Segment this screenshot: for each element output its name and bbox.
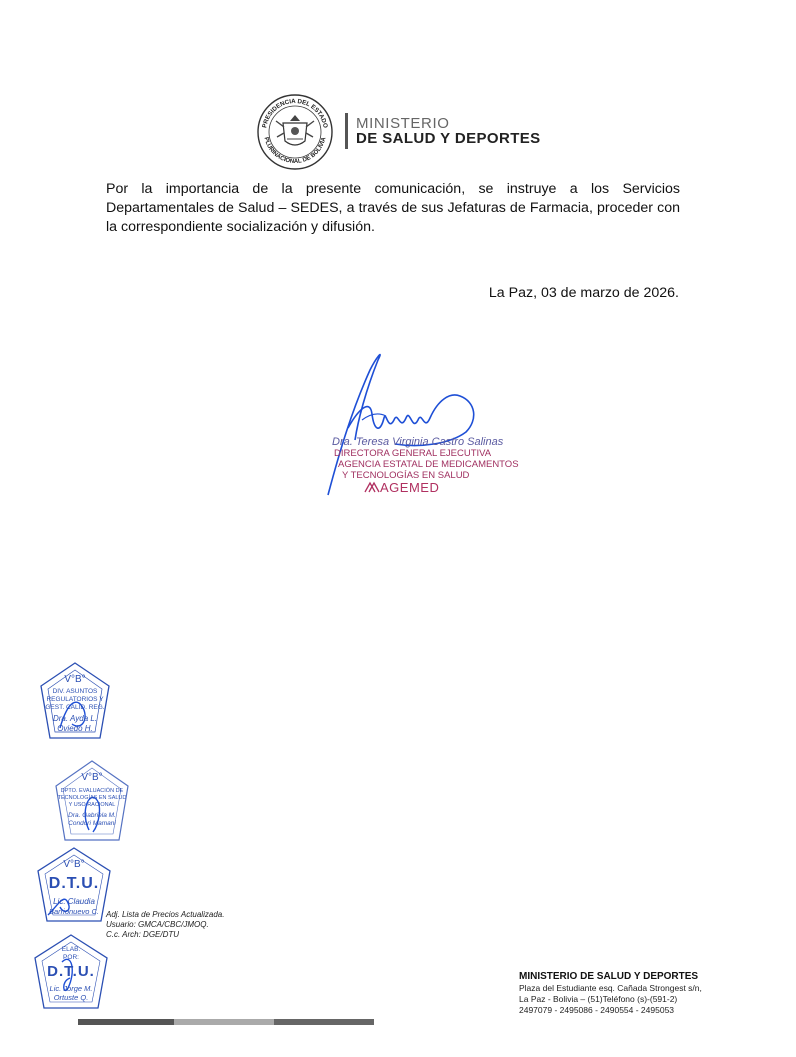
attachment-note: Adj. Lista de Precios Actualizada. bbox=[106, 910, 225, 919]
agemed-logo-icon bbox=[364, 481, 380, 493]
footer-stripe bbox=[78, 1019, 374, 1025]
stamp-header: V°B° bbox=[63, 859, 85, 870]
stamp-unit: D.T.U. bbox=[48, 875, 100, 892]
stamp-header: V°B° bbox=[64, 674, 86, 685]
signatory-title: DIRECTORA GENERAL EJECUTIVA bbox=[334, 448, 492, 459]
stamp-signer: Lic. Jorge M. bbox=[49, 984, 93, 993]
approval-stamp-2 bbox=[53, 758, 131, 844]
coat-of-arms-icon bbox=[276, 115, 314, 145]
stamp-signer: Dra. Gabriela M. bbox=[68, 812, 116, 819]
ministry-title-line1: MINISTERIO bbox=[356, 115, 450, 132]
footer-title: MINISTERIO DE SALUD Y DEPORTES bbox=[519, 971, 699, 982]
header-divider bbox=[345, 113, 348, 149]
stamp-signer-surname: Oviedo H. bbox=[57, 724, 93, 733]
stamp-line: TECNOLOGÍAS EN SALUD bbox=[57, 795, 127, 801]
stamp-line: Y USO RACIONAL bbox=[68, 802, 116, 808]
stamp-line: DIV. ASUNTOS bbox=[52, 688, 98, 695]
document-notes bbox=[106, 910, 224, 940]
stamp-signer: Lic. Claudia bbox=[53, 897, 95, 906]
stamp-unit: D.T.U. bbox=[47, 963, 95, 980]
signatory-agency: AGENCIA ESTATAL DE MEDICAMENTOS bbox=[338, 459, 519, 470]
stamp-signer: Dra. Ayda L. bbox=[52, 714, 98, 723]
copy-note: C.c. Arch: DGE/DTU bbox=[106, 930, 180, 939]
stamp-header: V°B° bbox=[81, 772, 103, 783]
footer-address bbox=[519, 970, 702, 1016]
seal-top-text: PRESIDENCIA DEL ESTADO bbox=[261, 97, 329, 129]
presidential-seal bbox=[256, 93, 334, 171]
footer-address-line2: La Paz - Bolivia – (51)Teléfono (s)-(591-2) bbox=[519, 994, 678, 1004]
stamp-line: REGULATORIOS Y bbox=[46, 696, 104, 703]
document-date: La Paz, 03 de marzo de 2026. bbox=[488, 285, 679, 301]
body-paragraph: Por la importancia de la presente comunicación, se instruye a los Servicios Departamentales de Salud – SEDES, a través de sus Jefaturas de Farmacia, proceder con la correspondiente socialización y difusión. bbox=[106, 181, 680, 235]
stamp-signer-surname: Ortuste Q. bbox=[53, 993, 89, 1002]
signatory-name: Dra. Teresa Virginia Castro Salinas bbox=[332, 436, 504, 448]
signatory-agency-cont: Y TECNOLOGÍAS EN SALUD bbox=[342, 470, 470, 481]
stamp-header: ELAB. bbox=[61, 946, 81, 953]
approval-stamp-1 bbox=[38, 660, 112, 742]
approval-stamp-3 bbox=[34, 845, 114, 925]
stamp-signer-surname: Condori Mamani bbox=[68, 820, 116, 827]
stamp-line: POR: bbox=[63, 954, 79, 961]
stamp-line: GEST. CALID. REG. bbox=[45, 704, 105, 711]
approval-stamp-4 bbox=[32, 932, 110, 1012]
footer-address-line1: Plaza del Estudiante esq. Cañada Strongest s/n, bbox=[519, 983, 702, 993]
agemed-brand: AGEMED bbox=[380, 480, 440, 495]
ministry-title-line2: DE SALUD Y DEPORTES bbox=[356, 130, 541, 147]
seal-bottom-text: PLURINACIONAL DE BOLIVIA bbox=[262, 136, 328, 166]
user-note: Usuario: GMCA/CBC/JMOQ. bbox=[106, 920, 209, 929]
stamp-signer-surname: Barrionuevo C. bbox=[48, 907, 100, 916]
footer-phones: 2497079 - 2495086 - 2490554 - 2495053 bbox=[519, 1005, 675, 1015]
stamp-line: DPTO. EVALUACIÓN DE bbox=[60, 788, 124, 794]
